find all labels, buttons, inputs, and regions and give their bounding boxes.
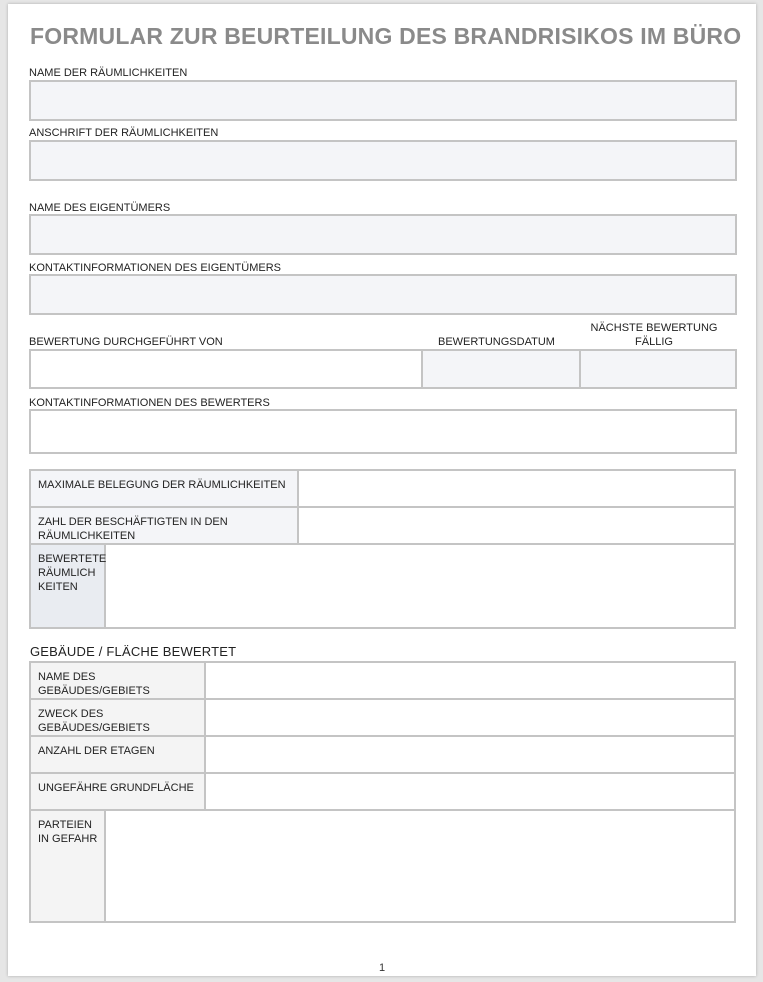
document-page: [8, 4, 756, 976]
premises-address-field[interactable]: [29, 140, 737, 181]
building-purpose-field[interactable]: [205, 699, 735, 736]
occupancy-table: [29, 469, 736, 629]
employees-label: ZAHL DER BESCHÄFTIGTEN IN DEN RÄUMLICHKEITEN: [30, 507, 298, 544]
assessment-date-label: BEWERTUNGSDATUM: [438, 336, 555, 348]
next-due-label: NÄCHSTE BEWERTUNG FÄLLIG: [590, 322, 718, 348]
max-occupancy-field[interactable]: [298, 470, 735, 507]
assessment-date-field[interactable]: [421, 349, 581, 389]
parties-at-risk-label: PARTEIEN IN GEFAHR: [30, 810, 105, 922]
building-name-label: NAME DES GEBÄUDES/GEBIETS: [30, 662, 205, 699]
owner-name-field[interactable]: [29, 214, 737, 255]
floor-area-label: UNGEFÄHRE GRUNDFLÄCHE: [30, 773, 205, 810]
building-purpose-label: ZWECK DES GEBÄUDES/GEBIETS: [30, 699, 205, 736]
floors-label: ANZAHL DER ETAGEN: [30, 736, 205, 773]
next-due-field[interactable]: [579, 349, 737, 389]
building-section-title: GEBÄUDE / FLÄCHE BEWERTET: [30, 644, 237, 659]
assessed-by-label: BEWERTUNG DURCHGEFÜHRT VON: [29, 336, 223, 348]
owner-name-label: NAME DES EIGENTÜMERS: [29, 202, 171, 214]
building-table: [29, 661, 736, 923]
employees-field[interactable]: [298, 507, 735, 544]
premises-name-field[interactable]: [29, 80, 737, 121]
assessed-by-field[interactable]: [29, 349, 423, 389]
owner-contact-field[interactable]: [29, 274, 737, 315]
max-occupancy-label: MAXIMALE BELEGUNG DER RÄUMLICHKEITEN: [30, 470, 298, 507]
page-title: FORMULAR ZUR BEURTEILUNG DES BRANDRISIKOS IM BÜRO: [30, 23, 742, 49]
assessor-contact-field[interactable]: [29, 409, 737, 454]
page-number: 1: [378, 962, 386, 974]
assessed-premises-label: BEWERTETE RÄUMLICH KEITEN: [30, 544, 105, 628]
assessor-contact-label: KONTAKTINFORMATIONEN DES BEWERTERS: [29, 397, 270, 409]
premises-name-label: NAME DER RÄUMLICHKEITEN: [29, 67, 188, 79]
floor-area-field[interactable]: [205, 773, 735, 810]
floors-field[interactable]: [205, 736, 735, 773]
parties-at-risk-field[interactable]: [105, 810, 735, 922]
building-name-field[interactable]: [205, 662, 735, 699]
premises-address-label: ANSCHRIFT DER RÄUMLICHKEITEN: [29, 127, 219, 139]
assessed-premises-field[interactable]: [105, 544, 735, 628]
owner-contact-label: KONTAKTINFORMATIONEN DES EIGENTÜMERS: [29, 262, 281, 274]
